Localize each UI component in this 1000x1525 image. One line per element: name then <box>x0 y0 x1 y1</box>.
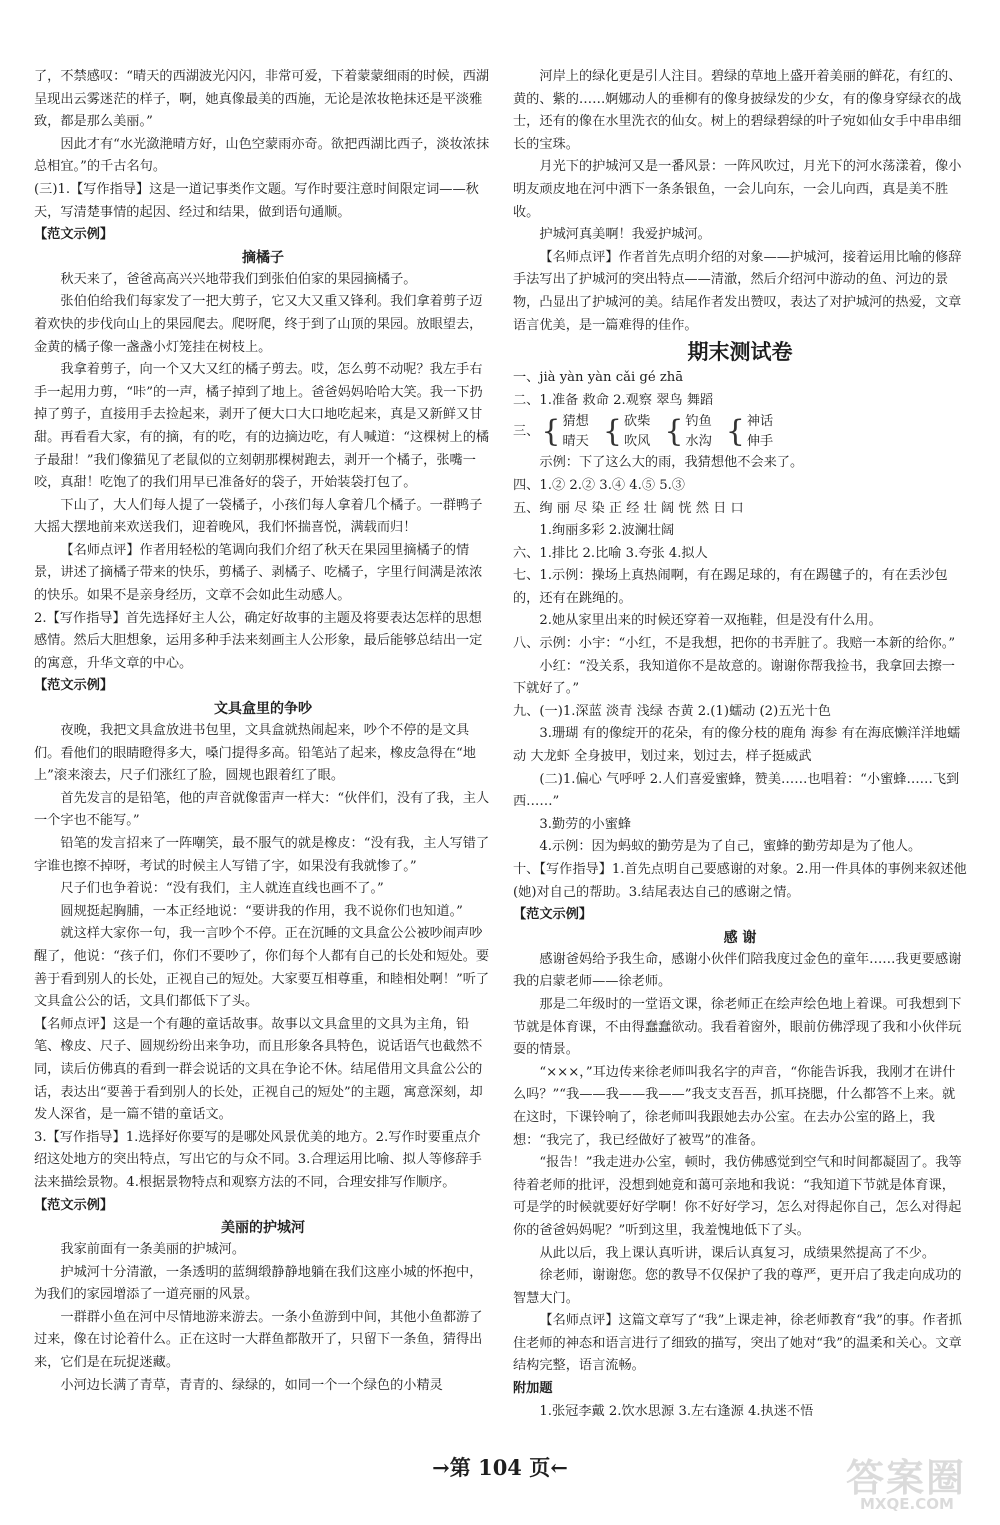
writing-guide: 2.【写作指导】首先选择好主人公，确定好故事的主题及将要表达怎样的思想感情。然后大胆想象，运用多种手法来刻画主人公形象，最后能够总结出一定的寓意，升华文章的中心。 <box>34 610 483 671</box>
answer-line: 八、示例：小宇：“小红，不是我想，把你的书弄脏了。我赔一本新的给你。” <box>513 636 956 652</box>
word: 钓鱼 <box>685 414 712 430</box>
section-label: 附加题 <box>513 1381 553 1397</box>
essay-paragraph: 护城河真美啊！我爱护城河。 <box>539 227 711 243</box>
word: 砍柴 <box>623 414 651 430</box>
word: 水沟 <box>685 434 712 450</box>
text-paragraph: 因此才有“水光潋滟晴方好，山色空蒙雨亦奇。欲把西湖比西子，淡妆浓抹总相宜。”的千古名句。 <box>34 136 490 175</box>
answer-line: 二、1.准备 救命 2.观察 翠鸟 舞蹈 <box>513 392 714 408</box>
answer-line: 一、jià yàn yàn cǎi gé zhā <box>513 370 684 386</box>
word-pair <box>747 412 773 452</box>
answer-line: 小红：“没关系，我知道你不是故意的。谢谢你帮我捡书，我拿回去擦一下就好了。” <box>513 658 955 697</box>
answer-line: 六、1.排比 2.比喻 3.夸张 4.拟人 <box>513 545 708 561</box>
essay-paragraph: 徐老师，谢谢您。您的教导不仅保护了我的尊严，更开启了我走向成功的智慧大门。 <box>513 1268 962 1306</box>
essay-paragraph: 我拿着剪子，向一个又大又红的橘子剪去。哎，怎么剪不动呢？我左手右手一起用力剪，“咔”的一声，橘子掉到了地上。爸爸妈妈哈哈大笑。我一下扔掉了剪子，直接用手去捡起来，剥开了便大口大口地吃起来，真是又新鲜又甘甜。再看看大家，有的摘，有的吃，有的边摘边吃，有人喊道：“这棵树上的橘子最甜！”我们像猫见了老鼠似的立刻朝那棵树跑去，剥开一个橘子，张嘴一咬，真甜！吃饱了的我们用早已准备好的袋子，开始装袋打包了。 <box>34 362 490 491</box>
essay-paragraph: 护城河十分清澈，一条透明的蓝绸缎静静地躺在我们这座小城的怀抱中，为我们的家园增添了一道亮丽的风景。 <box>34 1264 483 1303</box>
essay-paragraph: 首先发言的是铅笔，他的声音就像雷声一样大：“伙伴们，没有了我，主人一个字也不能写。” <box>34 790 490 829</box>
essay-paragraph: 铅笔的发言招来了一阵嘲笑，最不服气的就是橡皮：“没有我，主人写错了字谁也擦不掉呀，考试的时候主人写错了字，如果没有我就惨了。” <box>34 836 490 874</box>
answer-line: 九、(一)1.深蓝 淡青 浅绿 杏黄 2.(1)蠕动 (2)五光十色 <box>513 703 831 719</box>
essay-title: 摘橘子 <box>242 249 284 266</box>
essay-paragraph: 月光下的护城河又是一番风景：一阵风吹过，月光下的河水荡漾着，像小明友顽皮地在河中洒下一条条银鱼，一会儿向东，一会儿向西，真是美不胜收。 <box>513 159 962 220</box>
brace-icon: { <box>725 414 745 450</box>
answer-line: 示例：下了这么大的雨，我猜想他不会来了。 <box>539 455 804 471</box>
teacher-comment: 【名师点评】这篇文章写了“我”上课走神，徐老师教育“我”的事。作者抓住老师的神态和语言进行了细致的描写，突出了她对“我”的温柔和关心。文章结构完整，语言流畅。 <box>513 1313 962 1374</box>
essay-paragraph: “报告！”我走进办公室，顿时，我仿佛感觉到空气和时间都凝固了。我等待着老师的批评，没想到她竟和蔼可亲地和我说：“我知道下节就是体育课，可是学的时候就要好好学啊！你不好好学习，怎么对得起你自己，怎么对得起你的爸爸妈妈呢？”听到这里，我羞愧地低下了头。 <box>513 1155 962 1238</box>
essay-paragraph: 从此以后，我上课认真听讲，课后认真复习，成绩果然提高了不少。 <box>539 1245 936 1261</box>
essay-title: 感 谢 <box>723 929 757 946</box>
right-column <box>513 66 967 1423</box>
word-pair <box>562 412 588 452</box>
section-label: 【范文示例】 <box>34 227 114 243</box>
essay-paragraph: 一群群小鱼在河中尽情地游来游去。一条小鱼游到中间，其他小鱼都游了过来，像在讨论着什么。正在这时一大群鱼都散开了，只留下一条鱼，猜得出来，它们是在玩捉迷藏。 <box>34 1309 483 1371</box>
answer-line: 七、1.示例：操场上真热闹啊，有在踢足球的，有在踢毽子的，有在丢沙包的，还有在跳绳的。 <box>513 568 948 606</box>
essay-paragraph: 小河边长满了青草，青青的、绿绿的，如同一个一个绿色的小精灵 <box>60 1377 443 1393</box>
answer-line: 1.张冠李戴 2.饮水思源 3.左右逢源 4.执迷不悟 <box>539 1403 814 1419</box>
teacher-comment: 【名师点评】作者首先点明介绍的对象——护城河，接着运用比喻的修辞手法写出了护城河的突出特点——清澈，然后介绍河中游动的鱼、河边的景物，凸显出了护城河的美。结尾作者发出赞叹，表达了对护城河的热爱，文章语言优美，是一篇难得的佳作。 <box>513 249 962 333</box>
essay-paragraph: 圆规挺起胸脯，一本正经地说：“要讲我的作用，我不说你们也知道。” <box>60 903 463 919</box>
essay-title: 美丽的护城河 <box>221 1220 305 1237</box>
essay-paragraph: 尺子们也争着说：“没有我们，主人就连直线也画不了。” <box>60 881 384 897</box>
answer-label: 三、 <box>513 424 540 440</box>
essay-paragraph: 河岸上的绿化更是引人注目。碧绿的草地上盛开着美丽的鲜花，有红的、黄的、紫的……婀娜动人的垂柳有的像身披绿发的少女，有的像身穿绿衣的战士，还有的像在水里洗衣的仙女。树上的碧绿碧绿的叶子宛如仙女手中串串细长的宝珠。 <box>513 69 962 152</box>
teacher-comment: 【名师点评】作者用轻松的笔调向我们介绍了秋天在果园里摘橘子的情景，讲述了摘橘子带来的快乐，剪橘子、剥橘子、吃橘子，字里行间满是浓浓的快乐。如果不是亲身经历，文章不会如此生动感人。 <box>34 542 483 604</box>
brace-icon: { <box>541 414 561 450</box>
section-label: 【范文示例】 <box>513 907 593 923</box>
essay-paragraph: 秋天来了，爸爸高高兴兴地带我们到张伯伯家的果园摘橘子。 <box>60 271 417 287</box>
essay-title: 文具盒里的争吵 <box>214 701 312 718</box>
answer-line: 3.珊瑚 有的像绽开的花朵，有的像分枝的鹿角 海参 有在海底懒洋洋地蠕动 大龙虾 全身披甲，划过来，划过去，样子挺威武 <box>513 726 961 765</box>
word: 神话 <box>746 414 774 430</box>
essay-paragraph: 张伯伯给我们每家发了一把大剪子，它又大又重又锋利。我们拿着剪子迈着欢快的步伐向山上的果园爬去。爬呀爬，终于到了山顶的果园。放眼望去，金黄的橘子像一盏盏小灯笼挂在树枝上。 <box>34 294 483 355</box>
page-number: →第 104 页← <box>432 1455 568 1480</box>
left-column <box>34 66 492 1397</box>
essay-paragraph: “×××，”耳边传来徐老师叫我名字的声音，“你能告诉我，我刚才在讲什么吗？”“我——我——我——”我支支吾吾，抓耳挠腮，什么都答不上来。就在这时，下课铃响了，徐老师叫我跟她去办公室。在去办公室的路上，我想：“我完了，我已经做好了被骂”的准备。 <box>513 1064 956 1148</box>
writing-guide: 十、【写作指导】1.首先点明自己要感谢的对象。2.用一件具体的事例来叙述他(她)对自己的帮助。3.结尾表达自己的感谢之情。 <box>513 862 967 900</box>
writing-guide: 3.【写作指导】1.选择好你要写的是哪处风景优美的地方。2.写作时要重点介绍这处地方的突出特点，写出它的与众不同。3.合理运用比喻、拟人等修辞手法来描绘景物。4.根据景物特点和观察方法的不同，合理安排写作顺序。 <box>34 1129 482 1190</box>
essay-paragraph: 下山了，大人们每人提了一袋橘子，小孩们每人拿着几个橘子。一群鸭子大摇大摆地前来欢送我们，迎着晚风，我们怀揣喜悦，满载而归！ <box>34 497 483 536</box>
brace-icon: { <box>602 414 622 450</box>
answer-line: 2.她从家里出来的时候还穿着一双拖鞋，但是没有什么用。 <box>539 613 882 629</box>
answer-line: 1.绚丽多彩 2.波澜壮阔 <box>539 523 675 539</box>
word: 伸手 <box>746 434 774 450</box>
teacher-comment: 【名师点评】这是一个有趣的童话故事。故事以文具盒里的文具为主角，铅笔、橡皮、尺子、圆规纷纷出来争功，而且形象各具特色，说话语气也截然不同，读后仿佛真的看到一群会说话的文具在争论不休。结尾借用文具盒公公的话，表达出“要善于看到别人的长处，正视自己的短处”的主题，寓意深刻，却发人深省，是一篇不错的童话文。 <box>34 1016 483 1123</box>
watermark-url: MXQE.COM <box>860 1495 954 1513</box>
writing-guide: (三)1.【写作指导】这是一道记事类作文题。写作时要注意时间限定词——秋天，写清楚事情的起因、经过和结果，做到语句通顺。 <box>34 181 479 220</box>
essay-paragraph: 我家前面有一条美丽的护城河。 <box>60 1242 246 1258</box>
essay-paragraph: 那是二年级时的一堂语文课，徐老师正在绘声绘色地上着课。可我想到下节就是体育课，不由得蠢蠢欲动。我看着窗外，眼前仿佛浮现了我和小伙伴玩耍的情景。 <box>513 996 962 1058</box>
exam-title: 期末测试卷 <box>687 340 793 365</box>
word: 吹风 <box>623 434 651 450</box>
essay-paragraph: 感谢爸妈给予我生命，感谢小伙伴们陪我度过金色的童年……我更要感谢我的启蒙老师——徐老师。 <box>513 951 962 990</box>
answer-line: 3.勤劳的小蜜蜂 <box>539 816 632 832</box>
answer-line: 4.示例：因为蚂蚁的勤劳是为了自己，蜜蜂的勤劳却是为了他人。 <box>539 839 922 855</box>
answer-line: 四、1.② 2.② 3.④ 4.⑤ 5.③ <box>513 477 685 493</box>
watermark-logo <box>840 1443 980 1517</box>
word: 晴天 <box>562 434 589 450</box>
word: 猜想 <box>562 414 589 430</box>
watermark-text: 答案圈 <box>846 1456 967 1500</box>
word-pair-group <box>513 412 967 452</box>
essay-paragraph: 夜晚，我把文具盒放进书包里，文具盒就热闹起来，吵个不停的是文具们。看他们的眼睛瞪得多大，嗓门提得多高。铅笔站了起来，橡皮急得在“地上”滚来滚去，尺子们涨红了脸，圆规也跟着红了眼。 <box>34 723 476 784</box>
word-pair <box>624 412 650 452</box>
answer-line: (二)1.偏心 气呼呼 2.人们喜爱蜜蜂，赞美……也唱着：“小蜜蜂……飞到西……” <box>513 771 960 810</box>
section-label: 【范文示例】 <box>34 1197 114 1213</box>
answer-line: 五、绚 丽 尽 染 正 经 壮 阔 恍 然 日 口 <box>513 500 744 516</box>
brace-icon: { <box>664 414 684 450</box>
essay-paragraph: 就这样大家你一句，我一言吵个不停。正在沉睡的文具盒公公被吵闹声吵醒了，他说：“孩子们，你们不要吵了，你们每个人都有自己的长处和短处。要善于看到别人的长处，正视自己的短处。大家要互相尊重，和睦相处啊！”听了文具盒公公的话，文具们都低下了头。 <box>34 926 490 1010</box>
word-pair <box>685 412 711 452</box>
section-label: 【范文示例】 <box>34 678 114 694</box>
text-paragraph: 了，不禁感叹：“晴天的西湖波光闪闪，非常可爱，下着蒙蒙细雨的时候，西湖呈现出云雾迷茫的样子，啊，她真像最美的西施，无论是浓妆艳抹还是平淡雅致，都是那么美丽。” <box>34 69 490 130</box>
